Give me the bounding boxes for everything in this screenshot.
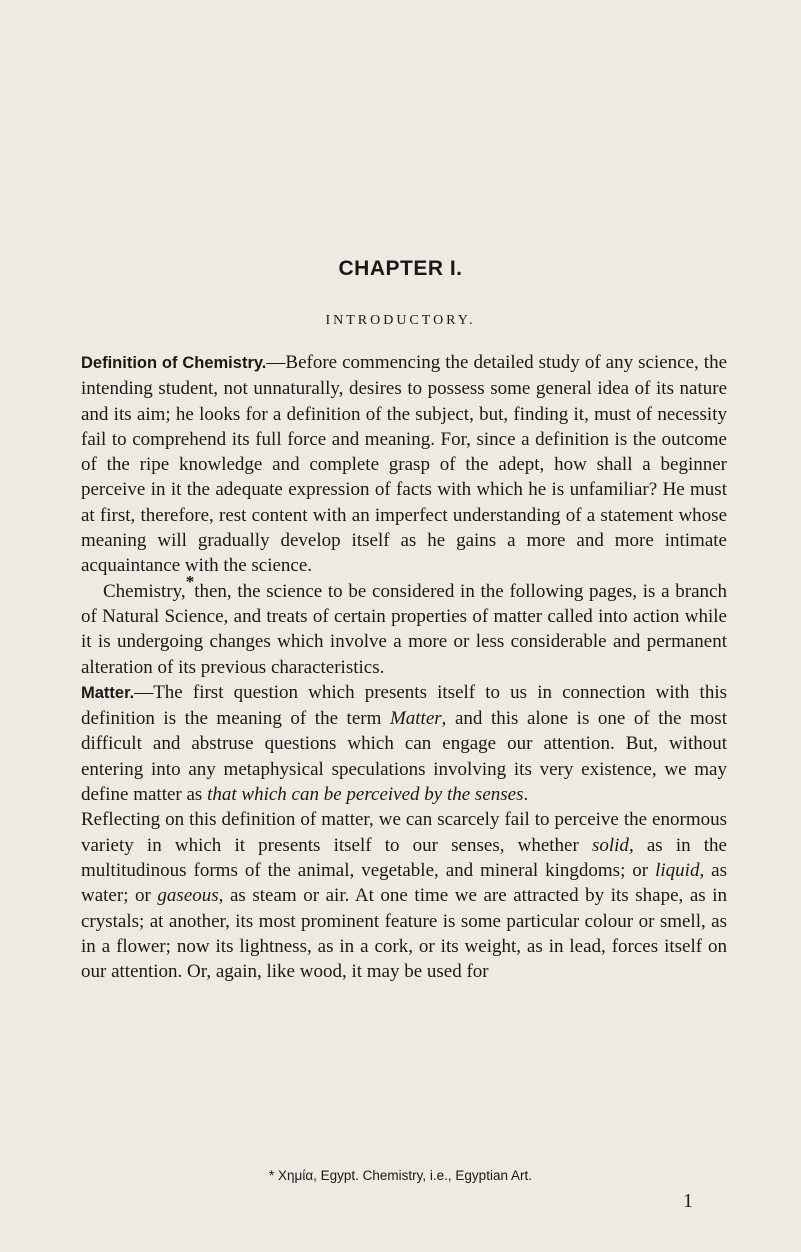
paragraph-reflecting <box>81 807 727 984</box>
term-solid: solid <box>591 834 629 856</box>
chemistry-lead: Chemistry, <box>103 580 186 602</box>
paragraph-definition-text: —Before commencing the detailed study of any science, the intending student, not unnaturally, desires to possess some general idea of its nature and its aim; he looks for a definition of the subject, but, finding it, must of necessity fail to comprehend its full force and meaning. For, since a definition is the outcome of the ripe knowledge and complete grasp of the adept, how shall a beginner perceive in it the adequate expression of facts with which he is unfamiliar? He must at first, therefore, rest content with an imperfect understanding of a statement whose meaning will gradually develop itself as he gains a more and more intimate acquaintance with the science. <box>81 352 727 577</box>
matter-text-3: . <box>523 784 529 806</box>
section-heading-matter: Matter. <box>81 683 135 702</box>
matter-term: Matter <box>389 708 442 730</box>
paragraph-definition <box>81 350 727 579</box>
page-number: 1 <box>683 1190 693 1212</box>
reflecting-text-2: , as in the multitudinous forms of the animal, vegetable, and mineral kingdoms; or <box>81 834 727 881</box>
paragraph-chemistry-text: then, the science to be considered in the following pages, is a branch of Natural Science, and treats of certain properties of matter called into action while it is undergoing changes which involve a more or less considerable and permanent alteration of its previous characteristics. <box>81 580 727 678</box>
paragraph-matter <box>81 680 727 807</box>
matter-definition: that which can be perceived by the senses <box>207 784 524 806</box>
chapter-subtitle: INTRODUCTORY. <box>325 313 476 328</box>
chapter-title: CHAPTER I. <box>338 257 463 280</box>
matter-text-2: , and this alone is one of the most difficult and abstruse questions which can engage our attention. But, without entering into any metaphysical speculations involving its very existence, we may define matter as <box>81 708 727 806</box>
footnote-marker: * <box>185 571 195 591</box>
body-text <box>81 350 727 984</box>
term-gaseous: gaseous <box>157 885 219 907</box>
section-heading-definition: Definition of Chemistry. <box>81 354 267 372</box>
reflecting-text-4: , as steam or air. At one time we are attracted by its shape, as in crystals; at another, its most prominent feature is some particular colour or smell, as in a flower; now its lightness, as in a cork, or its weight, as in lead, forces itself on our attention. Or, again, like wood, it may be used for <box>81 885 727 983</box>
matter-text-1: —The first question which presents itself to us in connection with this definition is the meaning of the term <box>81 681 727 730</box>
term-liquid: liquid <box>655 859 700 881</box>
reflecting-text-3: , as water; or <box>81 859 727 907</box>
paragraph-chemistry <box>81 571 727 680</box>
footnote: * Χημία, Egypt. Chemistry, i.e., Egyptian Art. <box>269 1168 532 1183</box>
reflecting-text-1: Reflecting on this definition of matter, we can scarcely fail to perceive the enormous variety in which it presents itself to our senses, whether <box>81 809 727 856</box>
